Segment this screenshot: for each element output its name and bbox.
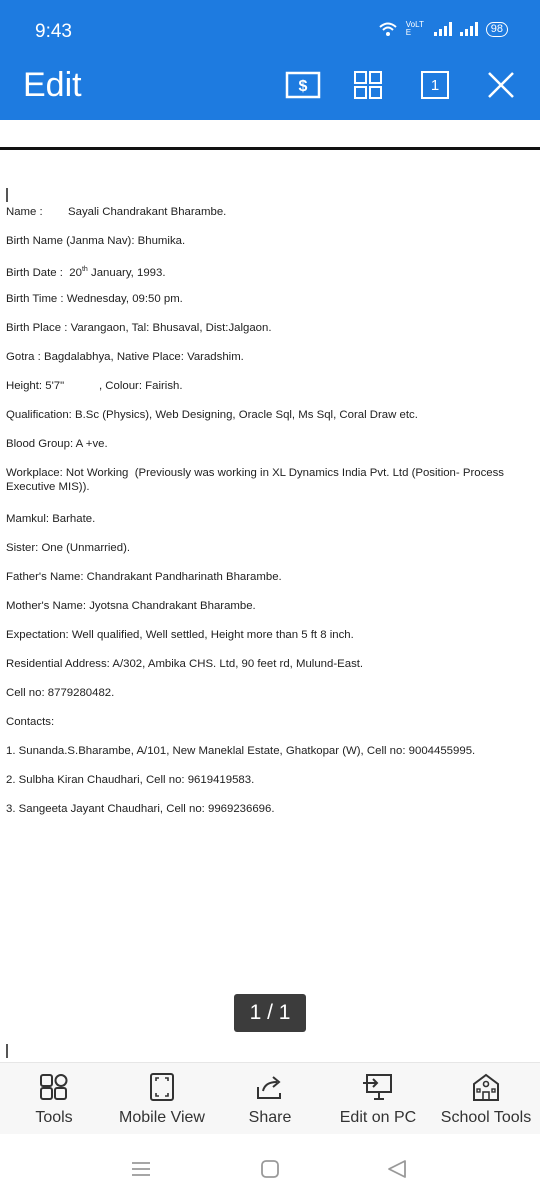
tools-icon [38,1071,70,1103]
page-count-label: 1 [421,71,449,99]
system-nav-bar [0,1134,540,1200]
doc-line-height: Height: 5'7" , Colour: Fairish. [6,380,183,392]
page-indicator: 1 / 1 [234,994,306,1032]
birth-date-sup: th [81,266,88,273]
doc-line-gotra: Gotra : Bagdalabhya, Native Place: Varadshim. [6,351,244,363]
school-tools-icon [470,1071,502,1103]
doc-line-contact-2: 2. Sulbha Kiran Chaudhari, Cell no: 9619419583. [6,774,255,786]
doc-line-birth-place: Birth Place : Varangaon, Tal: Bhusaval, Dist:Jalgaon. [6,322,272,334]
status-bar [0,0,540,50]
wifi-icon [378,21,398,37]
doc-line-mamkul: Mamkul: Barhate. [6,513,96,525]
birth-date-rest: January, 1993. [87,266,166,279]
school-tools-label: School Tools [440,1109,532,1126]
back-nav-icon[interactable] [380,1154,414,1184]
page-count-button[interactable] [416,66,454,104]
edit-on-pc-icon [362,1071,394,1103]
doc-line-name: Name : Sayali Chandrakant Bharambe. [6,206,227,218]
signal-2-icon [460,22,478,36]
toolbar-title: Edit [23,66,82,104]
mobile-view-icon [146,1071,178,1103]
share-icon [254,1071,286,1103]
pay-icon[interactable] [284,66,322,104]
doc-line-contact-3: 3. Sangeeta Jayant Chaudhari, Cell no: 9969236696. [6,803,275,815]
doc-line-qualification: Qualification: B.Sc (Physics), Web Designing, Oracle Sql, Ms Sql, Coral Draw etc. [6,409,418,421]
doc-line-contact-1: 1. Sunanda.S.Bharambe, A/101, New Maneklal Estate, Ghatkopar (W), Cell no: 9004455995. [6,745,476,757]
status-time: 9:43 [35,21,72,42]
edit-toolbar [0,50,540,120]
share-button[interactable] [240,1071,300,1127]
volte-badge: VoLTE [405,20,424,37]
doc-line-birth-time: Birth Time : Wednesday, 09:50 pm. [6,293,183,305]
edit-on-pc-label: Edit on PC [339,1109,417,1126]
doc-line-father: Father's Name: Chandrakant Pandharinath Bharambe. [6,571,282,583]
grid-view-icon[interactable] [349,66,387,104]
tools-label: Tools [35,1109,73,1126]
doc-line-expectation: Expectation: Well qualified, Well settled, Height more than 5 ft 8 inch. [6,629,354,641]
bottom-toolbar [0,1062,540,1135]
status-icons [378,21,508,37]
doc-line-sister: Sister: One (Unmarried). [6,542,131,554]
school-tools-button[interactable] [436,1071,536,1127]
doc-line-contacts: Contacts: [6,716,55,728]
menu-nav-icon[interactable] [124,1154,158,1184]
edit-on-pc-button[interactable] [335,1071,421,1127]
tools-button[interactable] [22,1071,86,1127]
signal-1-icon [434,22,452,36]
battery-indicator: 98 [486,22,508,37]
doc-line-birth-name: Birth Name (Janma Nav): Bhumika. [6,235,186,247]
close-icon[interactable] [482,66,520,104]
share-label: Share [248,1109,292,1126]
doc-line-workplace: Workplace: Not Working (Previously was working in XL Dynamics India Pvt. Ltd (Position- Process Executive MIS)). [6,467,508,493]
page-bottom-mark [6,1044,8,1058]
birth-date-main: Birth Date : 20 [6,266,82,279]
doc-line-cell: Cell no: 8779280482. [6,687,115,699]
page-corner-mark [6,188,8,202]
doc-line-blood-group: Blood Group: A +ve. [6,438,108,450]
mobile-view-label: Mobile View [119,1109,205,1126]
doc-line-address: Residential Address: A/302, Ambika CHS. Ltd, 90 feet rd, Mulund-East. [6,658,364,670]
page-top-rule [0,147,540,150]
doc-line-birth-date [6,263,534,280]
doc-line-mother: Mother's Name: Jyotsna Chandrakant Bharambe. [6,600,256,612]
svg-text:$: $ [298,78,308,95]
mobile-view-button[interactable] [112,1071,212,1127]
home-nav-icon[interactable] [253,1154,287,1184]
